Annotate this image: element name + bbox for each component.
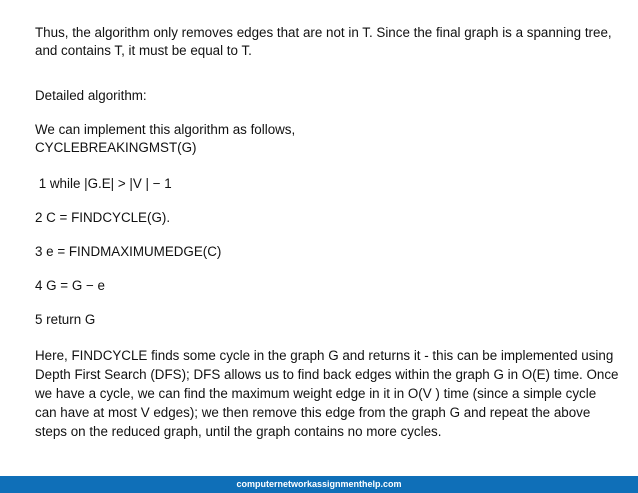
algorithm-step-1: 1 while |G.E| > |V | − 1 xyxy=(35,176,172,191)
intro-paragraph: Thus, the algorithm only removes edges that are not in T. Since the final graph is a spanning tree, and contains T, it must be equal to T. xyxy=(35,25,612,58)
algorithm-step-2: 2 C = FINDCYCLE(G). xyxy=(35,210,171,225)
algorithm-step-5: 5 return G xyxy=(35,312,96,327)
implementation-line: We can implement this algorithm as follows, xyxy=(35,122,296,137)
explanation-paragraph: Here, FINDCYCLE finds some cycle in the graph G and returns it - this can be implemented using Depth First Search (DFS); DFS allows us to find back edges within the graph G in O(E) time. Once we have a cycle, we can find the maximum weight edge in it in O(V ) time (since a simple cycle can have at most V edges); we then remove this edge from the graph G and repeat the above steps on the reduced graph, until the graph contains no more cycles. xyxy=(35,348,619,439)
algorithm-step-4: 4 G = G − e xyxy=(35,278,105,293)
detailed-algorithm-heading: Detailed algorithm: xyxy=(35,88,147,103)
footer-website: computernetworkassignmenthelp.com xyxy=(236,479,402,489)
algorithm-step-3: 3 e = FINDMAXIMUMEDGE(C) xyxy=(35,244,222,259)
footer-bar xyxy=(0,476,638,493)
function-name: CYCLEBREAKINGMST(G) xyxy=(35,140,197,155)
